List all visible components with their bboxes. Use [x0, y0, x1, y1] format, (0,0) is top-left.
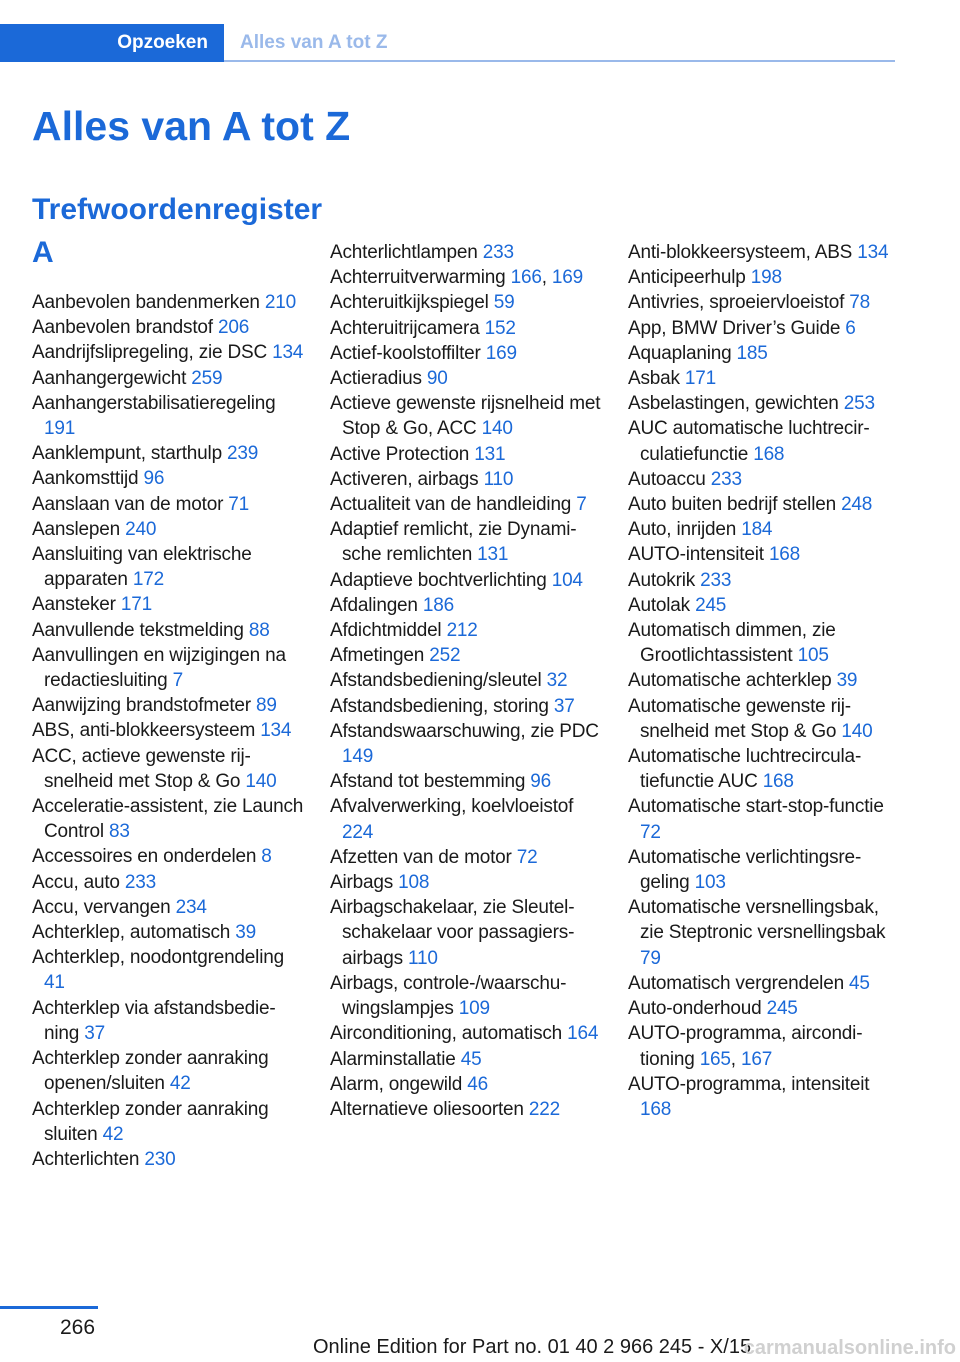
index-term: Afvalverwerking, koelvloeistof	[330, 796, 574, 818]
index-term: Automatische start-stop-functie	[628, 796, 884, 818]
index-entry	[628, 391, 900, 416]
page-link[interactable]: 198	[750, 267, 782, 289]
page-link[interactable]: 134	[857, 242, 889, 263]
index-entry	[628, 568, 900, 593]
index-term: Auto, inrijden	[628, 519, 737, 541]
index-entry	[330, 467, 602, 492]
page-link[interactable]: 104	[551, 569, 583, 591]
index-term: Achterlichten	[32, 1148, 140, 1170]
index-entry	[330, 719, 602, 769]
index-term: Automatische achterklep	[628, 670, 832, 692]
page-link[interactable]: 234	[175, 896, 207, 918]
page-link[interactable]: 72	[640, 821, 661, 843]
page-link[interactable]: 169	[485, 342, 517, 364]
index-term: Automatisch dimmen, zie Grootlichtassistent	[628, 620, 836, 667]
index-entry	[330, 870, 602, 895]
index-entry	[628, 517, 900, 542]
index-entry	[330, 316, 602, 341]
index-term: Alarm, ongewild	[330, 1073, 463, 1095]
index-term: Achterklep via afstandsbediening	[32, 997, 276, 1044]
index-column-3	[628, 240, 900, 1122]
index-entry	[32, 693, 304, 718]
page-link[interactable]: 165	[699, 1048, 731, 1070]
index-column-1	[32, 290, 304, 1172]
index-term: Aanbevolen brandstof	[32, 317, 213, 339]
index-entry	[628, 467, 900, 492]
index-term: Afmetingen	[330, 645, 425, 667]
page-link[interactable]: 110	[408, 947, 438, 969]
index-term: Accessoires en onderdelen	[32, 846, 257, 868]
page-link[interactable]: 134	[272, 342, 304, 364]
page-link[interactable]: 185	[736, 342, 768, 364]
index-entry	[32, 718, 304, 743]
page-link[interactable]: 39	[836, 670, 858, 692]
page-link[interactable]: 168	[768, 544, 801, 566]
index-entry	[32, 315, 304, 340]
index-entry	[628, 240, 900, 265]
page-link[interactable]: 233	[482, 242, 514, 263]
letter-heading: A	[32, 236, 54, 269]
watermark: carmanualsonline.info	[743, 1337, 956, 1359]
index-term: Activeren, airbags	[330, 468, 479, 490]
page-link[interactable]: 212	[446, 620, 478, 642]
page-link[interactable]: 131	[474, 443, 506, 465]
index-term: Automatische luchtrecirculatiefunctie AUC	[628, 746, 862, 793]
index-term: Actualiteit van de handleiding	[330, 494, 572, 516]
index-entry	[32, 340, 304, 365]
index-entry	[330, 593, 602, 618]
index-term: Afstandsbediening, storing	[330, 695, 549, 717]
page-link[interactable]: 245	[766, 998, 798, 1020]
index-entry	[628, 845, 900, 895]
page-link[interactable]: 245	[695, 594, 727, 616]
index-term: Aanbevolen bandenmerken	[32, 292, 260, 313]
index-term: Airbags	[330, 872, 394, 894]
page-link[interactable]: 72	[516, 846, 538, 868]
index-term: Accu, vervangen	[32, 896, 171, 918]
index-entry	[32, 794, 304, 844]
page-link[interactable]: 42	[169, 1073, 191, 1095]
index-entry	[330, 971, 602, 1021]
index-entry	[330, 568, 602, 593]
index-entry	[628, 416, 900, 466]
index-entry	[32, 744, 304, 794]
page-link[interactable]: 90	[426, 368, 448, 390]
page-link[interactable]: 7	[576, 494, 587, 516]
index-term: Airconditioning, automatisch	[330, 1023, 563, 1045]
index-term: Aanwijzing brandstofmeter	[32, 695, 251, 717]
index-term: Accu, auto	[32, 871, 120, 893]
page-link[interactable]: 79	[640, 947, 661, 969]
index-entry	[32, 492, 304, 517]
page-link[interactable]: 140	[481, 418, 513, 440]
index-entry	[628, 744, 900, 794]
index-entry	[628, 316, 900, 341]
index-entry	[32, 996, 304, 1046]
page-title: Alles van A tot Z	[32, 103, 351, 149]
index-entry: AUTO-programma, airconditioning 165, 167	[628, 1023, 863, 1070]
index-term: Aansluiting van elektrische apparaten	[32, 544, 252, 591]
page-link[interactable]: 149	[342, 746, 374, 768]
page-link[interactable]: 168	[640, 1098, 672, 1120]
page-link[interactable]: 96	[530, 771, 552, 793]
index-entry	[330, 517, 602, 567]
page-link[interactable]: 41	[44, 972, 65, 994]
index-term: Adaptief remlicht, zie Dynamische remlichten	[330, 519, 577, 566]
page-link[interactable]: 140	[841, 720, 873, 742]
index-entry	[330, 240, 602, 265]
page-link[interactable]: 39	[235, 922, 256, 944]
index-entry	[32, 592, 304, 617]
index-entry: Achterruitverwarming 166, 169	[330, 267, 583, 289]
index-entry	[330, 290, 602, 315]
index-term: Actief-koolstoffilter	[330, 342, 481, 364]
index-term: Asbelastingen, gewichten	[628, 393, 839, 415]
index-entry	[330, 794, 602, 844]
index-entry	[32, 466, 304, 491]
index-term: App, BMW Driver’s Guide	[628, 317, 841, 339]
index-term: AUC automatische luchtrecirculatiefunctie	[628, 418, 870, 465]
index-entry	[330, 492, 602, 517]
page-link[interactable]: 7	[172, 670, 184, 692]
index-entry	[32, 290, 304, 315]
index-entry	[628, 971, 900, 996]
index-term: Aanvullende tekstmelding	[32, 619, 244, 641]
page-link[interactable]: 37	[84, 1022, 105, 1044]
index-term: Aquaplaning	[628, 342, 732, 364]
page-link[interactable]: 191	[44, 418, 76, 440]
index-entry	[330, 341, 602, 366]
index-term: Airbagschakelaar, zie Sleutelschakelaar voor passagiersairbags	[330, 897, 575, 969]
index-term: Achterruitverwarming	[330, 267, 506, 289]
index-term: Auto-onderhoud	[628, 998, 762, 1020]
index-entry	[330, 1021, 602, 1046]
index-term: Asbak	[628, 368, 680, 390]
index-term: Airbags, controle-/waarschuwingslampjes	[330, 972, 567, 1020]
index-term: Autolak	[628, 594, 690, 616]
page-link[interactable]: 46	[467, 1073, 488, 1095]
page-link[interactable]: 134	[260, 720, 292, 742]
page-link[interactable]: 37	[553, 695, 575, 717]
page-link[interactable]: 6	[845, 317, 856, 339]
index-term: Automatische verlichtingsregeling	[628, 846, 862, 894]
index-term: Anti-blokkeersysteem, ABS	[628, 242, 853, 263]
page-link[interactable]: 252	[429, 645, 461, 667]
index-entry	[330, 845, 602, 870]
page-link[interactable]: 8	[261, 846, 272, 868]
page-link[interactable]: 103	[694, 872, 726, 894]
index-entry	[32, 391, 304, 441]
index-term: Achteruitrijcamera	[330, 317, 480, 339]
index-entry	[628, 492, 900, 517]
index-entry	[330, 895, 602, 971]
index-term: Actieve gewenste rijsnelheid met Stop & Go, ACC	[330, 393, 601, 440]
index-term: Aanvullingen en wijzigingen na redactiesluiting	[32, 644, 286, 692]
index-entry	[32, 1097, 304, 1147]
page-link[interactable]: 59	[493, 292, 515, 314]
index-term: Autokrik	[628, 569, 696, 591]
index-term: Afdichtmiddel	[330, 620, 442, 642]
index-entry	[628, 618, 900, 668]
page-link[interactable]: 88	[248, 619, 270, 641]
index-term: ABS, anti-blokkeersysteem	[32, 720, 256, 742]
page-link[interactable]: 110	[483, 468, 514, 490]
index-term: Anticipeerhulp	[628, 267, 746, 289]
index-entry	[32, 920, 304, 945]
index-term: Aanklempunt, starthulp	[32, 443, 222, 465]
index-term: Afstand tot bestemming	[330, 771, 526, 793]
index-term: Adaptieve bochtverlichting	[330, 569, 547, 591]
index-entry	[330, 1047, 602, 1072]
index-term: Afdalingen	[330, 594, 418, 616]
page-link[interactable]: 167	[740, 1048, 773, 1070]
page-link[interactable]: 172	[132, 569, 164, 591]
index-term: Active Protection	[330, 443, 470, 465]
index-entry	[628, 265, 900, 290]
page-link[interactable]: 222	[528, 1098, 560, 1120]
page-link[interactable]: 131	[477, 544, 509, 566]
index-term: Afstandswaarschuwing, zie PDC	[330, 720, 599, 742]
index-entry	[32, 366, 304, 391]
index-entry	[330, 694, 602, 719]
page-link[interactable]: 164	[567, 1023, 599, 1045]
page-link[interactable]: 230	[144, 1148, 176, 1170]
index-term: Aanslepen	[32, 518, 120, 540]
page-link[interactable]: 233	[700, 569, 732, 591]
page-link[interactable]: 45	[460, 1048, 482, 1070]
tab-opzoeken[interactable]	[0, 24, 224, 62]
page-link[interactable]: 233	[710, 468, 742, 490]
index-entry	[330, 1097, 602, 1122]
index-entry	[628, 1072, 900, 1122]
index-term: Achterlichtlampen	[330, 242, 478, 263]
index-entry	[628, 996, 900, 1021]
index-term: Achterklep zonder aanraking openen/sluiten	[32, 1048, 269, 1095]
index-entry	[628, 895, 900, 971]
page-link[interactable]: 248	[841, 494, 873, 516]
index-entry	[330, 391, 602, 441]
header-bar	[0, 24, 895, 62]
page-link[interactable]: 239	[227, 443, 259, 465]
index-column-2	[330, 240, 602, 1122]
index-term: Acceleratie-assistent, zie Launch Control	[32, 796, 304, 843]
index-entry	[330, 366, 602, 391]
index-term: AUTO-programma, intensiteit	[628, 1073, 870, 1095]
index-term: Achterklep zonder aanraking sluiten	[32, 1098, 269, 1145]
page-link[interactable]: 210	[264, 292, 297, 313]
index-term: Auto buiten bedrijf stellen	[628, 494, 836, 516]
page-link[interactable]: 224	[342, 821, 374, 843]
index-entry	[330, 643, 602, 668]
index-term: Aandrijfslipregeling, zie DSC	[32, 342, 267, 364]
edition-text: Online Edition for Part no. 01 40 2 966 245 - X/15	[313, 1336, 752, 1358]
page-link[interactable]: 240	[125, 518, 157, 540]
page-link[interactable]: 96	[143, 468, 165, 490]
index-entry	[628, 290, 900, 315]
index-entry	[32, 643, 304, 693]
index-term: Alarminstallatie	[330, 1048, 456, 1070]
section-title: Trefwoordenregister	[32, 193, 323, 226]
index-entry	[32, 945, 304, 995]
index-entry	[32, 844, 304, 869]
page-link[interactable]: 140	[245, 770, 277, 792]
page-link[interactable]: 186	[422, 594, 454, 616]
page-number: 266	[60, 1316, 96, 1339]
page-link[interactable]: 168	[753, 443, 785, 465]
index-term: Aankomsttijd	[32, 468, 139, 490]
index-term: Antivries, sproeiervloeistof	[628, 292, 845, 314]
page-link[interactable]: 71	[228, 493, 250, 515]
index-entry	[628, 668, 900, 693]
index-term: Automatische gewenste rijsnelheid met Stop & Go	[628, 695, 852, 742]
page-link[interactable]: 259	[191, 367, 223, 389]
index-entry	[32, 1046, 304, 1096]
page-link[interactable]: 206	[217, 317, 250, 339]
page-link[interactable]: 78	[849, 292, 870, 314]
tab-opzoeken-label: Opzoeken	[117, 32, 208, 53]
page-link[interactable]: 45	[849, 972, 870, 994]
index-term: Achteruitkijkspiegel	[330, 292, 489, 314]
page-link[interactable]: 32	[546, 670, 568, 692]
index-entry	[32, 895, 304, 920]
index-entry	[32, 618, 304, 643]
index-entry	[32, 1147, 304, 1172]
page-link[interactable]: 89	[255, 695, 277, 717]
index-entry	[330, 668, 602, 693]
page-link[interactable]: 109	[458, 998, 490, 1020]
index-entry	[330, 769, 602, 794]
index-term: Aansteker	[32, 594, 116, 616]
page-link[interactable]: 108	[398, 872, 430, 894]
page-link[interactable]: 253	[843, 393, 875, 415]
index-term: Automatische versnellingsbak, zie Steptronic versnellingsbak	[628, 897, 886, 944]
index-term: AUTO-intensiteit	[628, 544, 764, 566]
page-link[interactable]: 184	[741, 519, 773, 541]
index-term: Actieradius	[330, 368, 422, 390]
footer-divider	[0, 1306, 98, 1309]
index-entry	[628, 593, 900, 618]
index-term: AUTO-programma, airconditioning	[628, 1023, 863, 1070]
index-entry	[628, 694, 900, 744]
index-entry	[330, 442, 602, 467]
index-term: ACC, actieve gewenste rijsnelheid met Stop & Go	[32, 745, 251, 792]
header-divider	[224, 60, 895, 62]
index-entry	[628, 366, 900, 391]
index-entry	[628, 794, 900, 844]
page-link[interactable]: 168	[762, 771, 794, 793]
index-term: Aanhangerstabilisatieregeling	[32, 392, 276, 414]
index-entry	[628, 341, 900, 366]
index-term: Afstandsbediening/sleutel	[330, 670, 542, 692]
index-term: Aanhangergewicht	[32, 367, 187, 389]
index-term: Alternatieve oliesoorten	[330, 1098, 524, 1120]
index-entry	[330, 1072, 602, 1097]
page-link[interactable]: 171	[120, 594, 152, 616]
index-term: Automatisch vergrendelen	[628, 972, 844, 994]
index-entry	[32, 542, 304, 592]
index-entry	[32, 870, 304, 895]
index-entry	[32, 441, 304, 466]
page-link[interactable]: 152	[484, 317, 516, 339]
page-link[interactable]: 42	[102, 1123, 124, 1145]
index-term: Autoaccu	[628, 468, 706, 490]
page-link[interactable]: 83	[108, 821, 130, 843]
page-link[interactable]: 166	[510, 267, 542, 289]
index-term: Afzetten van de motor	[330, 846, 512, 868]
index-term: Aanslaan van de motor	[32, 493, 224, 515]
index-entry	[32, 517, 304, 542]
index-term: Achterklep, noodontgrendeling	[32, 947, 284, 969]
breadcrumb[interactable]: Alles van A tot Z	[240, 32, 388, 53]
page-link[interactable]: 169	[551, 267, 583, 289]
page-link[interactable]: 233	[124, 871, 156, 893]
page-link[interactable]: 105	[797, 645, 829, 667]
index-entry	[330, 618, 602, 643]
index-term: Achterklep, automatisch	[32, 922, 231, 944]
page-link[interactable]: 171	[684, 368, 717, 390]
index-entry	[628, 542, 900, 567]
